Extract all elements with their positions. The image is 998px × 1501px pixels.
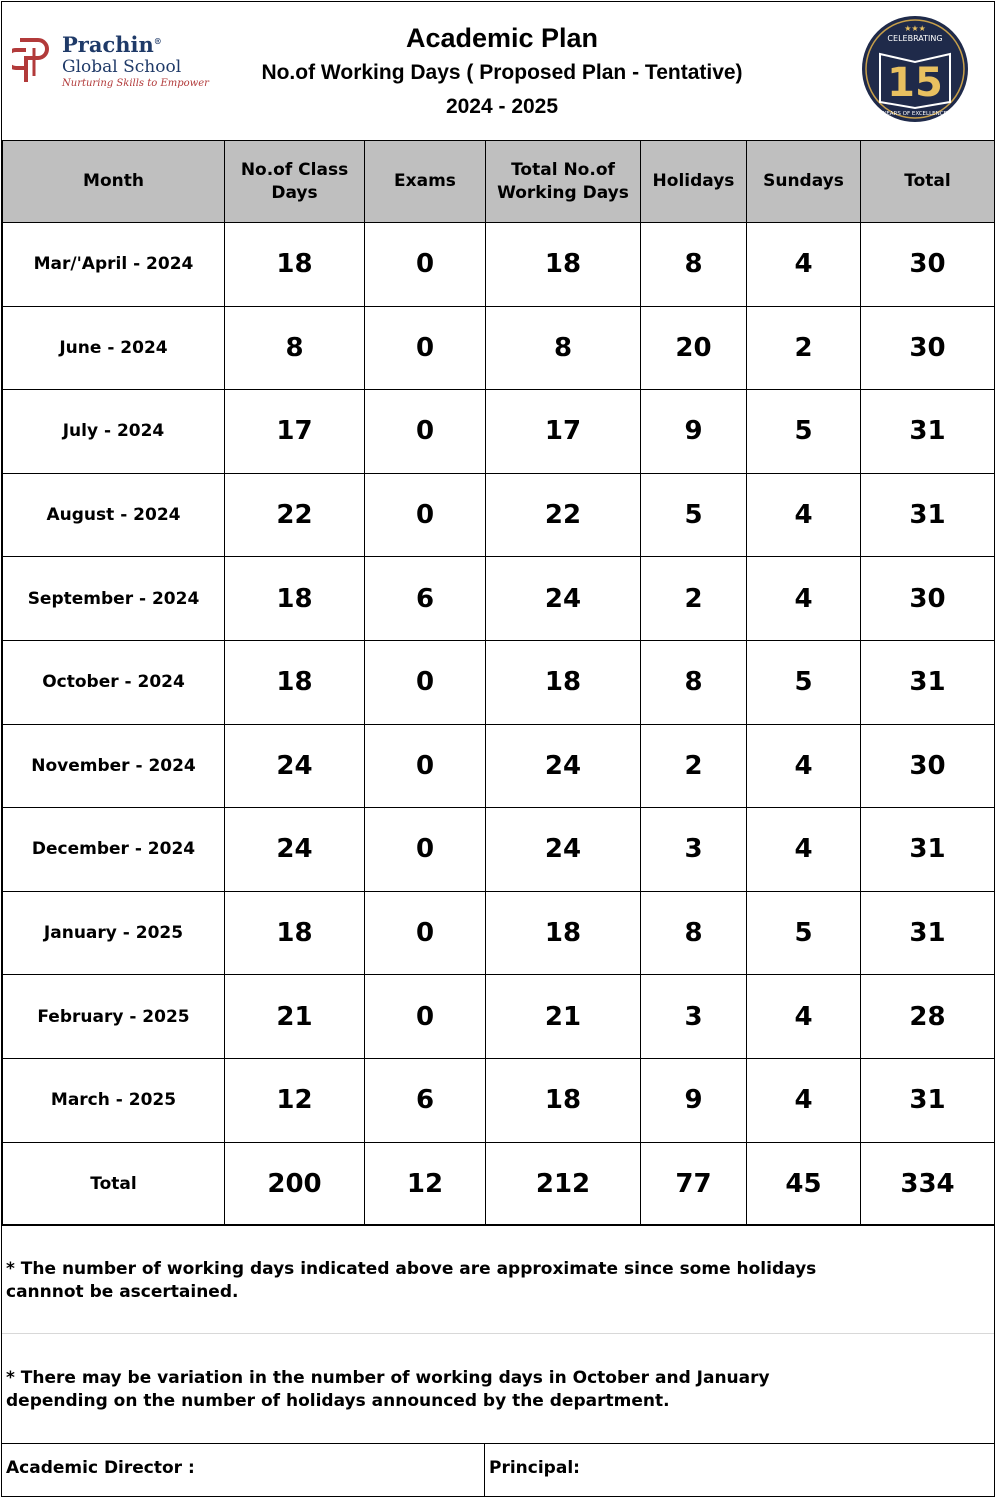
holidays-cell: 8 (641, 640, 747, 724)
exams-cell: 0 (365, 306, 486, 390)
sundays-cell: 5 (747, 390, 861, 474)
holidays-cell: 8 (641, 223, 747, 307)
badge-top-text: CELEBRATING (887, 34, 943, 43)
column-header-total-working-days: Total No.of Working Days (486, 141, 641, 223)
class-days-cell: 24 (225, 808, 365, 892)
total-cell: 31 (861, 390, 995, 474)
column-header-total: Total (861, 141, 995, 223)
column-header-holidays: Holidays (641, 141, 747, 223)
exams-cell: 0 (365, 808, 486, 892)
school-logo (12, 32, 212, 96)
total-cell: 28 (861, 975, 995, 1059)
notes-section (2, 1224, 994, 1442)
sundays-cell: 4 (747, 473, 861, 557)
month-cell: March - 2025 (3, 1058, 225, 1142)
month-cell: July - 2024 (3, 390, 225, 474)
holidays-cell: 9 (641, 1058, 747, 1142)
title-block (222, 20, 782, 124)
column-header-sundays: Sundays (747, 141, 861, 223)
sundays-cell: 4 (747, 1058, 861, 1142)
table-row (3, 306, 995, 390)
month-cell: September - 2024 (3, 557, 225, 641)
sundays-cell: 2 (747, 306, 861, 390)
total-cell: 31 (861, 1058, 995, 1142)
table-row (3, 891, 995, 975)
total-working-days-cell: 18 (486, 1058, 641, 1142)
table-row (3, 390, 995, 474)
total-working-days-sum-cell: 212 (486, 1142, 641, 1225)
table-row (3, 557, 995, 641)
prachin-logo-mark-icon (12, 36, 56, 86)
total-working-days-cell: 17 (486, 390, 641, 474)
class-days-cell: 12 (225, 1058, 365, 1142)
table-row (3, 724, 995, 808)
table-row (3, 808, 995, 892)
holidays-cell: 2 (641, 724, 747, 808)
table-row (3, 1058, 995, 1142)
exams-cell: 0 (365, 390, 486, 474)
sundays-cell: 4 (747, 975, 861, 1059)
principal-signature: Principal: (489, 1458, 580, 1478)
total-holidays-cell: 77 (641, 1142, 747, 1225)
page-subtitle: No.of Working Days ( Proposed Plan - Tentative) (261, 61, 743, 84)
total-class-days-cell: 200 (225, 1142, 365, 1225)
month-cell: February - 2025 (3, 975, 225, 1059)
holidays-cell: 2 (641, 557, 747, 641)
class-days-cell: 21 (225, 975, 365, 1059)
table-row (3, 473, 995, 557)
note-line: * There may be variation in the number of working days in October and January (6, 1368, 770, 1388)
holidays-cell: 5 (641, 473, 747, 557)
holidays-cell: 8 (641, 891, 747, 975)
grand-total-cell: 334 (861, 1142, 995, 1225)
class-days-cell: 18 (225, 640, 365, 724)
exams-cell: 0 (365, 473, 486, 557)
holidays-cell: 3 (641, 975, 747, 1059)
total-working-days-cell: 21 (486, 975, 641, 1059)
school-subname: Global School (62, 57, 182, 77)
working-days-table (2, 140, 995, 1226)
note-approximate-days (2, 1224, 994, 1333)
column-header-exams: Exams (365, 141, 486, 223)
month-cell: June - 2024 (3, 306, 225, 390)
month-cell: October - 2024 (3, 640, 225, 724)
page-title: Academic Plan (405, 23, 599, 53)
class-days-cell: 22 (225, 473, 365, 557)
class-days-cell: 18 (225, 557, 365, 641)
exams-cell: 0 (365, 640, 486, 724)
note-line: * The number of working days indicated above are approximate since some holidays (6, 1259, 817, 1279)
note-line: depending on the number of holidays announced by the department. (6, 1391, 670, 1411)
class-days-cell: 8 (225, 306, 365, 390)
signature-section (2, 1443, 994, 1497)
column-header-class-days: No.of Class Days (225, 141, 365, 223)
total-working-days-cell: 18 (486, 891, 641, 975)
academic-year: 2024 - 2025 (445, 95, 559, 118)
total-working-days-cell: 18 (486, 223, 641, 307)
holidays-cell: 20 (641, 306, 747, 390)
exams-cell: 0 (365, 891, 486, 975)
total-working-days-cell: 24 (486, 557, 641, 641)
table-row (3, 640, 995, 724)
total-working-days-cell: 8 (486, 306, 641, 390)
month-cell: December - 2024 (3, 808, 225, 892)
exams-cell: 0 (365, 724, 486, 808)
badge-number: 15 (887, 60, 943, 106)
total-working-days-cell: 18 (486, 640, 641, 724)
school-tagline: Nurturing Skills to Empower (62, 78, 209, 89)
total-cell: 31 (861, 891, 995, 975)
total-sundays-cell: 45 (747, 1142, 861, 1225)
school-name-text: Prachin (62, 32, 154, 57)
total-cell: 30 (861, 223, 995, 307)
sundays-cell: 5 (747, 640, 861, 724)
school-name (62, 32, 162, 57)
total-working-days-cell: 24 (486, 724, 641, 808)
totals-label-cell: Total (3, 1142, 225, 1225)
month-cell: Mar/'April - 2024 (3, 223, 225, 307)
month-cell: November - 2024 (3, 724, 225, 808)
total-working-days-cell: 22 (486, 473, 641, 557)
note-variation (2, 1333, 994, 1442)
exams-cell: 0 (365, 223, 486, 307)
total-exams-cell: 12 (365, 1142, 486, 1225)
totals-row (3, 1142, 995, 1225)
class-days-cell: 24 (225, 724, 365, 808)
holidays-cell: 3 (641, 808, 747, 892)
sundays-cell: 5 (747, 891, 861, 975)
table-row (3, 223, 995, 307)
badge-bottom-text: YEARS OF EXCELLENCE (882, 111, 948, 117)
month-cell: August - 2024 (3, 473, 225, 557)
document-header (2, 2, 994, 141)
note-line: cannnot be ascertained. (6, 1282, 239, 1302)
academic-director-signature: Academic Director : (2, 1444, 485, 1497)
sundays-cell: 4 (747, 724, 861, 808)
celebrating-15-years-badge-icon (860, 14, 970, 124)
exams-cell: 6 (365, 1058, 486, 1142)
sundays-cell: 4 (747, 557, 861, 641)
class-days-cell: 18 (225, 891, 365, 975)
column-header-month: Month (3, 141, 225, 223)
class-days-cell: 17 (225, 390, 365, 474)
total-cell: 31 (861, 808, 995, 892)
exams-cell: 0 (365, 975, 486, 1059)
total-cell: 31 (861, 640, 995, 724)
svg-text:★★★: ★★★ (904, 24, 926, 33)
total-cell: 30 (861, 724, 995, 808)
month-cell: January - 2025 (3, 891, 225, 975)
total-cell: 30 (861, 557, 995, 641)
table-row (3, 975, 995, 1059)
holidays-cell: 9 (641, 390, 747, 474)
class-days-cell: 18 (225, 223, 365, 307)
academic-plan-page (1, 1, 995, 1497)
registered-mark: ® (153, 36, 162, 46)
total-working-days-cell: 24 (486, 808, 641, 892)
total-cell: 30 (861, 306, 995, 390)
table-header-row (3, 141, 995, 223)
exams-cell: 6 (365, 557, 486, 641)
total-cell: 31 (861, 473, 995, 557)
sundays-cell: 4 (747, 223, 861, 307)
sundays-cell: 4 (747, 808, 861, 892)
